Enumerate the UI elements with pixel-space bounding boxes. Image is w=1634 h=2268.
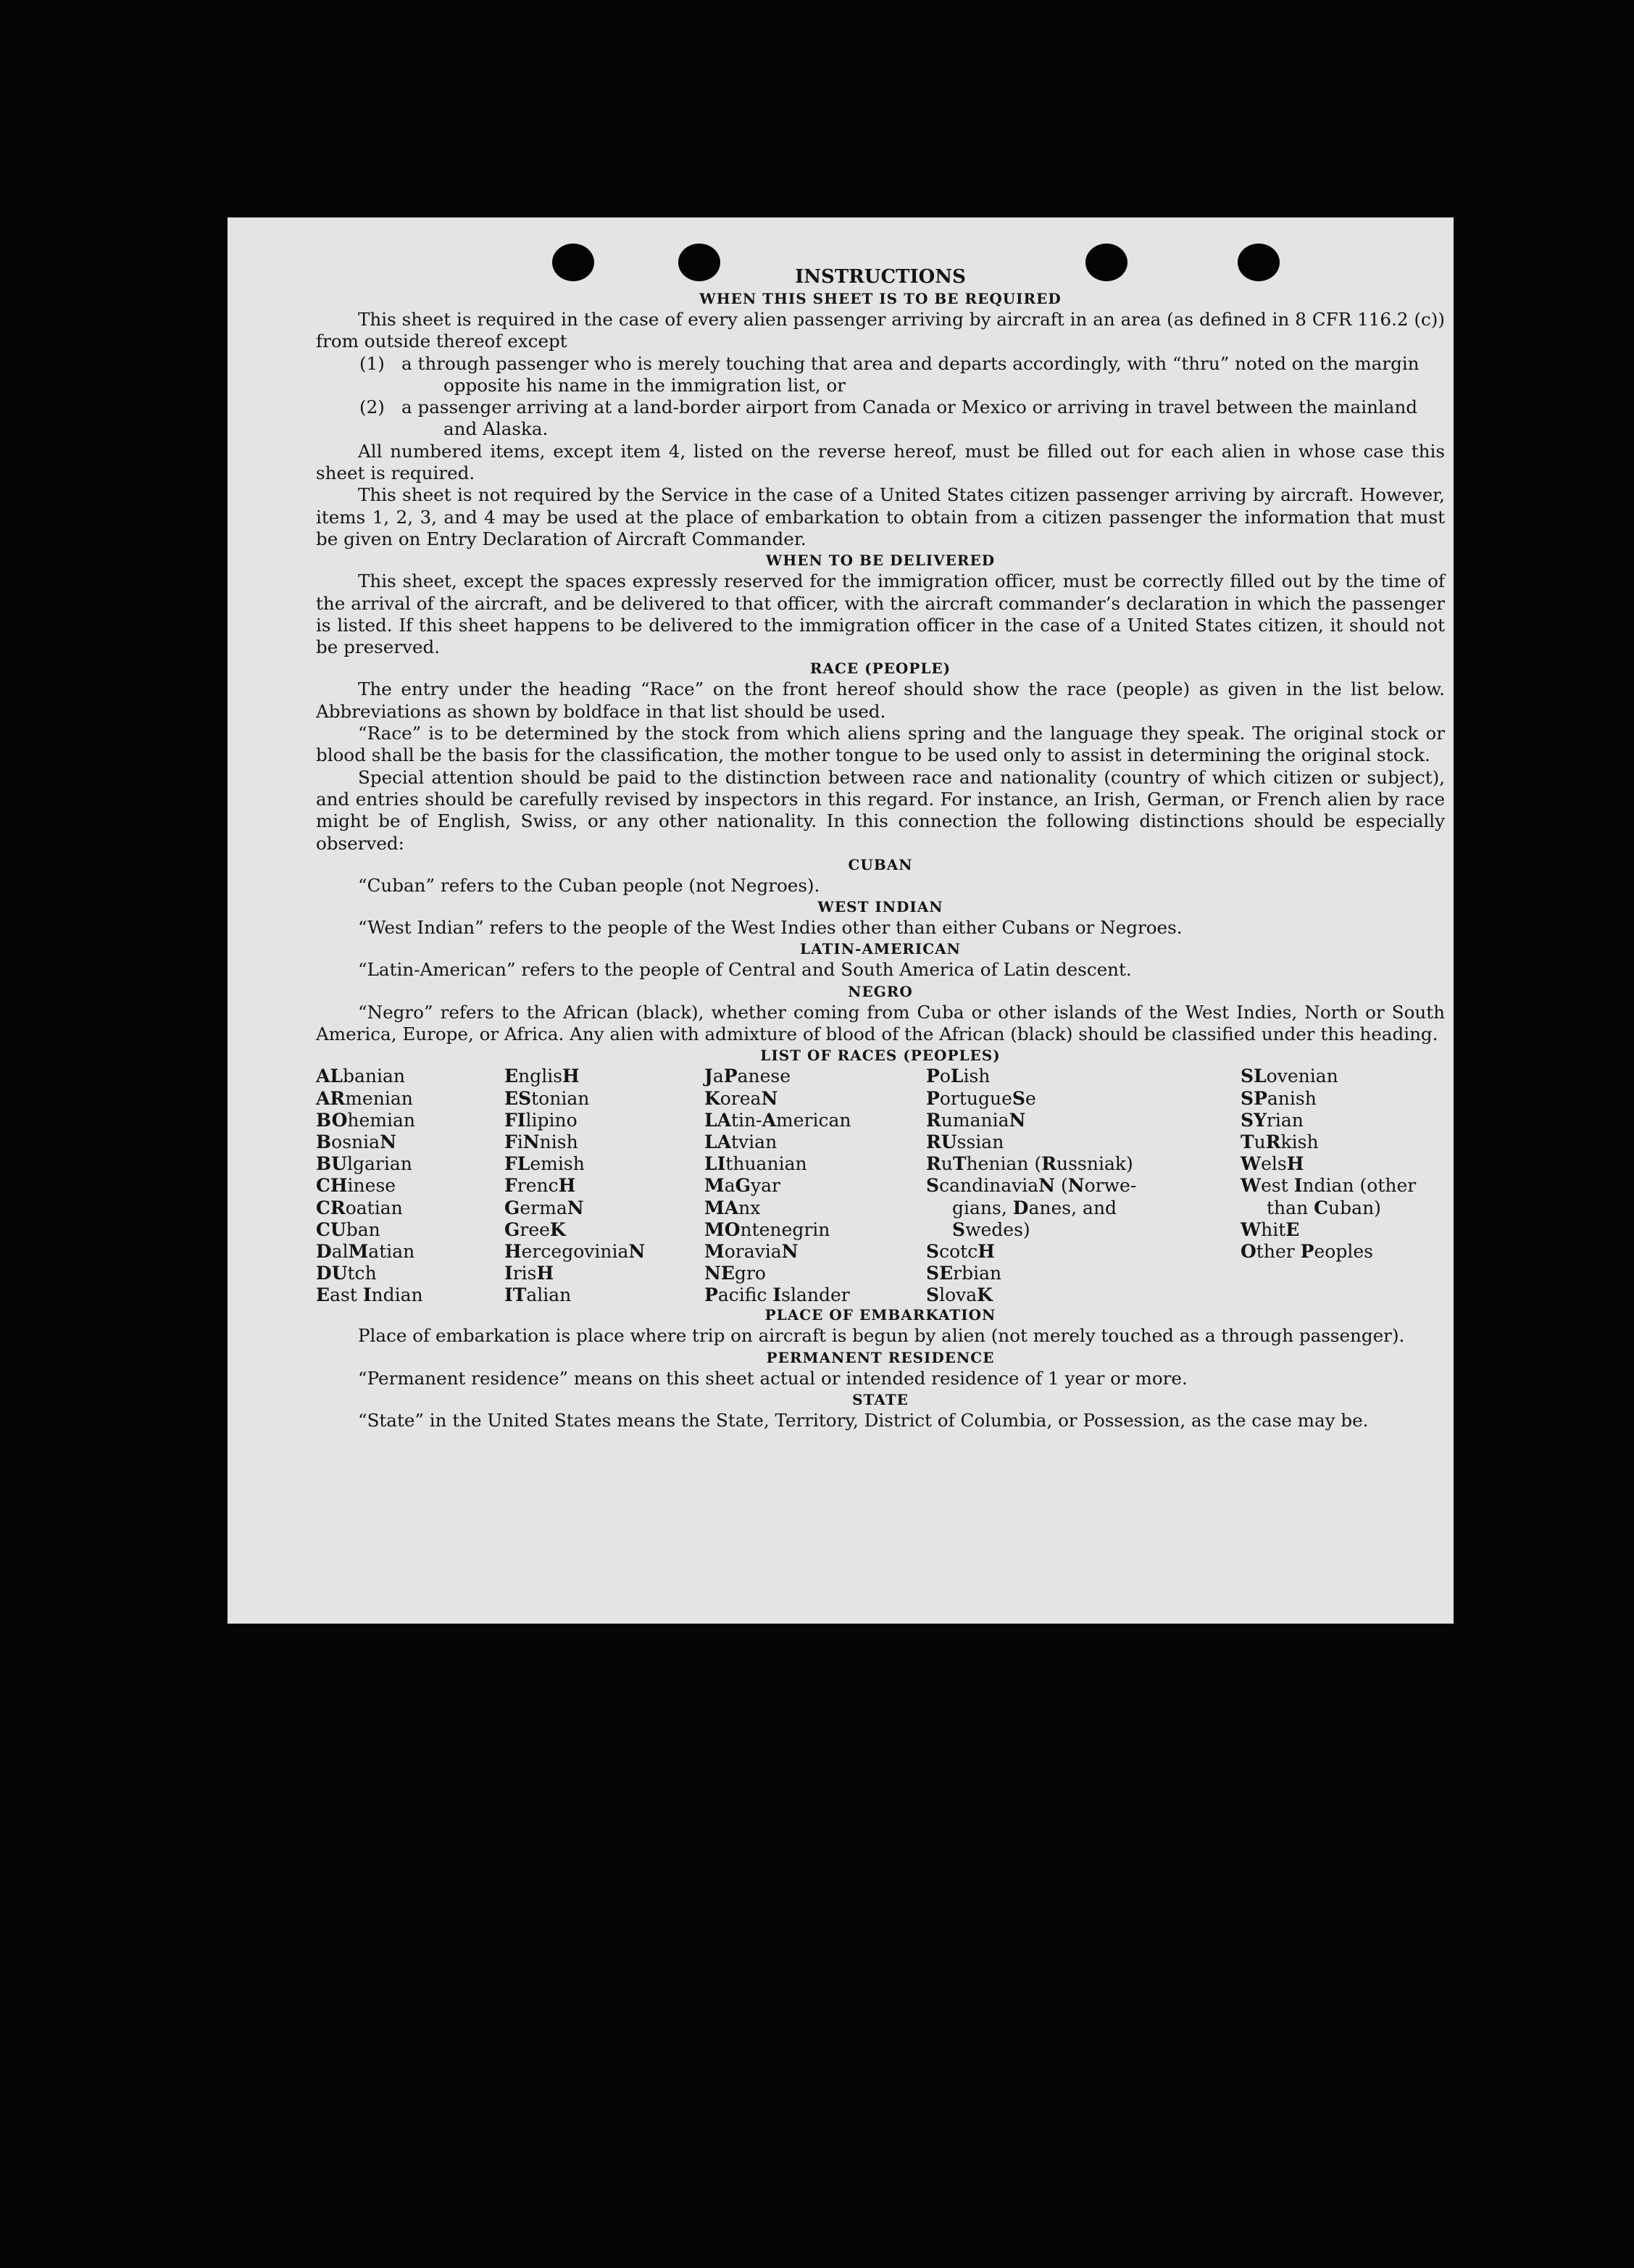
race-entry: MoraviaN <box>704 1240 799 1262</box>
race-entry: CRoatian <box>316 1197 403 1218</box>
list-item-number: (2) <box>359 396 385 418</box>
race-entry-continued: Swedes) <box>952 1218 1030 1240</box>
race-entry: SlovaK <box>926 1284 993 1306</box>
paragraph-when-required-intro: This sheet is required in the case of every alien passenger arriving by aircraft in an area (as defined in 8 CFR 116.2 (c)) from outside thereof except <box>316 309 1445 352</box>
race-entry: RumaniaN <box>926 1109 1026 1131</box>
race-entry: LIthuanian <box>704 1153 807 1175</box>
race-entry: EnglisH <box>504 1066 580 1087</box>
punch-hole <box>1085 244 1127 281</box>
race-entry-continued: than Cuban) <box>1267 1197 1381 1218</box>
race-entry: GreeK <box>504 1218 566 1240</box>
races-column-4 <box>926 1066 1136 1306</box>
race-entry-continued: gians, Danes, and <box>952 1197 1117 1218</box>
paragraph-permanent-residence: “Permanent residence” means on this sheet actual or intended residence of 1 year or more. <box>358 1367 1188 1389</box>
race-entry: NEgro <box>704 1263 766 1284</box>
paragraph-when-delivered: This sheet, except the spaces expressly reserved for the immigration officer, must be correctly filled out by the time of the arrival of the aircraft, and be delivered to that officer, with the aircraft commander’s declaration in which the passenger is listed. If this sheet happens to be delivered to the immigration officer in the case of a United States citizen, it should not be preserved. <box>316 570 1445 658</box>
race-entry: ScandinaviaN (Norwe- <box>926 1175 1137 1197</box>
list-item-1 <box>359 352 1445 397</box>
heading-list-of-races: LIST OF RACES (PEOPLES) <box>760 1047 1001 1065</box>
race-entry: MAnx <box>704 1197 761 1218</box>
race-entry: DalMatian <box>316 1240 415 1262</box>
race-entry: RuThenian (Russniak) <box>926 1153 1133 1175</box>
race-entry: ALbanian <box>316 1066 406 1087</box>
race-entry: IrisH <box>504 1263 554 1284</box>
race-entry: ITalian <box>504 1284 572 1306</box>
race-entry: JaPanese <box>704 1066 791 1087</box>
races-list <box>316 1066 1445 1305</box>
heading-cuban: CUBAN <box>848 855 913 873</box>
race-entry: KoreaN <box>704 1087 778 1109</box>
punch-hole <box>552 244 594 281</box>
race-entry: ScotcH <box>926 1240 995 1262</box>
race-entry: MaGyar <box>704 1175 780 1197</box>
race-entry: RUssian <box>926 1131 1004 1152</box>
paragraph-numbered-items: All numbered items, except item 4, listed on the reverse hereof, must be filled out for each alien in whose case this sheet is required. <box>316 440 1445 484</box>
race-entry: FrencH <box>504 1175 576 1197</box>
heading-race: RACE (PEOPLE) <box>809 660 951 678</box>
race-entry: MOntenegrin <box>704 1218 830 1240</box>
race-entry: BUlgarian <box>316 1153 412 1175</box>
heading-embarkation: PLACE OF EMBARKATION <box>764 1306 996 1324</box>
race-entry: WelsH <box>1241 1153 1304 1175</box>
race-entry: FiNnish <box>504 1131 578 1152</box>
heading-latin-american: LATIN-AMERICAN <box>800 940 961 958</box>
races-column-1 <box>316 1066 423 1306</box>
race-entry: CUban <box>316 1218 380 1240</box>
races-column-2 <box>504 1066 645 1306</box>
punch-hole <box>1238 244 1280 281</box>
heading-state: STATE <box>852 1390 909 1408</box>
document-body <box>316 265 1445 1432</box>
list-item-text: a passenger arriving at a land-border airport from Canada or Mexico or arriving in travel between the mainland and Alaska. <box>401 396 1418 440</box>
race-entry: BosniaN <box>316 1131 396 1152</box>
race-entry: LAtvian <box>704 1131 778 1152</box>
heading-negro: NEGRO <box>848 982 913 1000</box>
heading-when-required: WHEN THIS SHEET IS TO BE REQUIRED <box>699 290 1062 307</box>
list-item-number: (1) <box>359 352 385 374</box>
race-entry: PoLish <box>926 1066 991 1087</box>
race-entry: SLovenian <box>1241 1066 1338 1087</box>
paragraph-negro: “Negro” refers to the African (black), whether coming from Cuba or other islands of the West Indies, North or South America, Europe, or Africa. Any alien with admixture of blood of the African (black) should be classified under this heading. <box>316 1001 1445 1045</box>
race-entry: EStonian <box>504 1087 590 1109</box>
race-entry: WhitE <box>1241 1218 1300 1240</box>
paragraph-state: “State” in the United States means the State, Territory, District of Columbia, or Possession, as the case may be. <box>358 1409 1369 1431</box>
paragraph-latin-american: “Latin-American” refers to the people of Central and South America of Latin descent. <box>358 959 1132 981</box>
paragraph-citizen-passenger: This sheet is not required by the Service in the case of a United States citizen passenger arriving by aircraft. However, items 1, 2, 3, and 4 may be used at the place of embarkation to obtain from a citizen passenger the information that must be given on Entry Declaration of Aircraft Commander. <box>316 484 1445 549</box>
race-entry: DUtch <box>316 1263 377 1284</box>
page-title: INSTRUCTIONS <box>795 266 966 288</box>
heading-west-indian: WEST INDIAN <box>817 898 943 916</box>
paragraph-embarkation: Place of embarkation is place where trip on aircraft is begun by alien (not merely touched as a through passenger). <box>358 1325 1405 1347</box>
paragraph-race-2: “Race” is to be determined by the stock from which aliens spring and the language they speak. The original stock or blood shall be the basis for the classification, the mother tongue to be used only to assist in determining the original stock. <box>316 723 1445 766</box>
heading-permanent-residence: PERMANENT RESIDENCE <box>766 1348 995 1366</box>
race-entry: LAtin-American <box>704 1109 851 1131</box>
list-item-2 <box>359 396 1445 441</box>
races-column-3 <box>704 1066 851 1306</box>
race-entry: East Indian <box>316 1284 423 1306</box>
race-entry: Pacifc Islander <box>704 1284 850 1306</box>
paragraph-race-1: The entry under the heading “Race” on the front hereof should show the race (people) as given in the list below. Abbreviations as shown by boldface in that list should be used. <box>316 678 1445 722</box>
paragraph-west-indian: “West Indian” refers to the people of the West Indies other than either Cubans or Negroes. <box>358 917 1183 939</box>
list-item-text: a through passenger who is merely touching that area and departs accordingly, with “thru” noted on the margin opposite his name in the immigration list, or <box>401 352 1420 396</box>
race-entry: BOhemian <box>316 1109 416 1131</box>
paragraph-race-3: Special attention should be paid to the distinction between race and nationality (country of which citizen or subject), and entries should be carefully revised by inspectors in this regard. For instance, an Irish, German, or French alien by race might be of English, Swiss, or any other nationality. In this connection the following distinctions should be especially observed: <box>316 766 1445 854</box>
race-entry: FIlipino <box>504 1109 578 1131</box>
race-entry: GermaN <box>504 1197 584 1218</box>
race-entry: Other Peoples <box>1241 1240 1373 1262</box>
instruction-sheet <box>228 217 1454 1624</box>
race-entry: SPanish <box>1241 1087 1317 1109</box>
race-entry: ARmenian <box>316 1087 413 1109</box>
race-entry: TuRkish <box>1241 1131 1319 1152</box>
paragraph-cuban: “Cuban” refers to the Cuban people (not Negroes). <box>358 874 820 896</box>
race-entry: FLemish <box>504 1153 585 1175</box>
heading-when-delivered: WHEN TO BE DELIVERED <box>765 552 996 570</box>
race-entry: SYrian <box>1241 1109 1304 1131</box>
races-column-5 <box>1241 1066 1416 1263</box>
race-entry: SErbian <box>926 1263 1002 1284</box>
race-entry: PortugueSe <box>926 1087 1036 1109</box>
race-entry: West Indian (other <box>1241 1175 1417 1197</box>
punch-hole <box>678 244 720 281</box>
race-entry: CHinese <box>316 1175 396 1197</box>
race-entry: HercegoviniaN <box>504 1240 646 1262</box>
